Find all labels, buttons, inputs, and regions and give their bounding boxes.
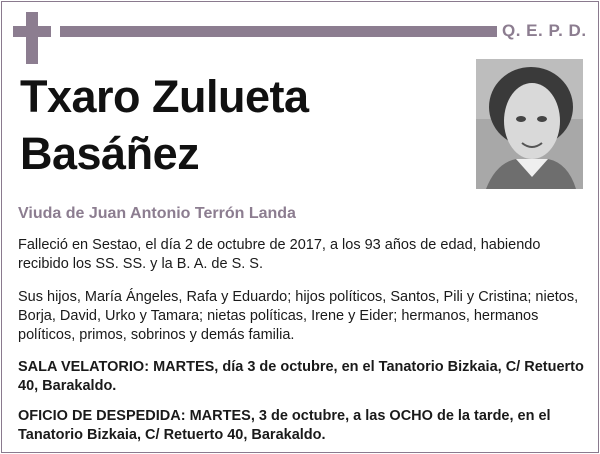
qepd-label: Q. E. P. D. [502, 21, 587, 40]
cross-icon [26, 12, 38, 64]
widow-of: Viuda de Juan Antonio Terrón Landa [18, 205, 296, 222]
header-rule [60, 26, 497, 37]
cross-icon-bar [13, 26, 51, 37]
family-text: Sus hijos, María Ángeles, Rafa y Eduardo; hijos políticos, Santos, Pili y Cristina; nietos, Borja, David, Urko y Tamara; nietas políticas, Irene y Eider; hermanos, hermanos políticos, primos, sobrinos y demás familia. [18, 289, 579, 343]
name-line-1: Txaro Zulueta [20, 71, 309, 122]
funeral-info: OFICIO DE DESPEDIDA: MARTES, 3 de octubre, a las OCHO de la tarde, en el Tanatorio Bizkaia, C/ Retuerto 40, Barakaldo. [18, 408, 551, 443]
wake-info: SALA VELATORIO: MARTES, día 3 de octubre, en el Tanatorio Bizkaia, C/ Retuerto 40, Barakaldo. [18, 359, 584, 394]
death-notice-text: Falleció en Sestao, el día 2 de octubre de 2017, a los 93 años de edad, habiendo recibido los SS. SS. y la B. A. de S. S. [18, 237, 541, 272]
name-line-2: Basáñez [20, 128, 200, 179]
deceased-name [20, 68, 309, 182]
portrait-photo [476, 59, 583, 189]
obituary-card [1, 1, 599, 453]
